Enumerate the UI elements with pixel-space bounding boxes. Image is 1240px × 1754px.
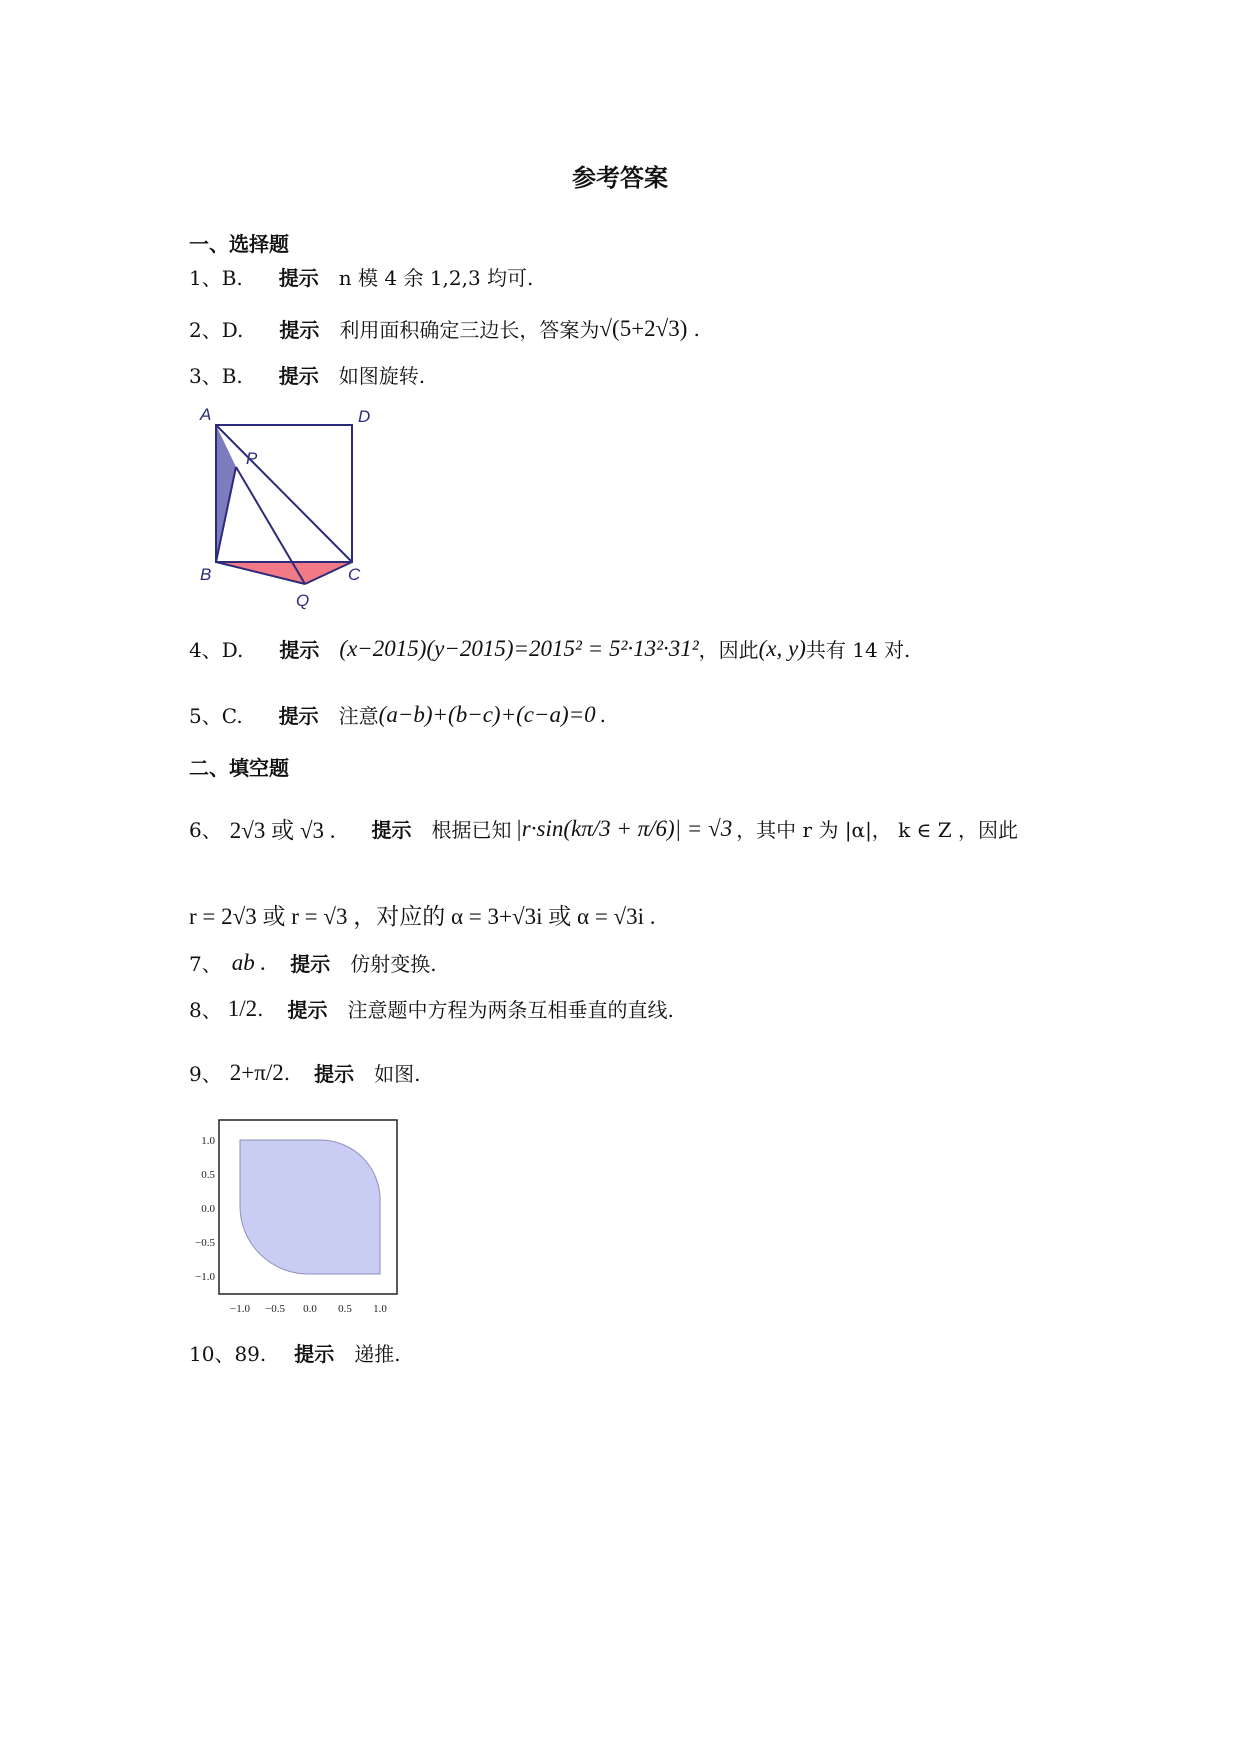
answer-number: 7、 — [189, 952, 222, 976]
section-heading-choice: 一、选择题 — [189, 232, 289, 256]
x-tick: 1.0 — [373, 1303, 387, 1315]
answer-text: 注意题中方程为两条互相垂直的直线. — [347, 998, 674, 1022]
math-expression: (a−b)+(b−c)+(c−a)=0 — [378, 701, 596, 727]
hint-label: 提示 — [279, 318, 320, 342]
answer-text: n 模 4 余 1,2,3 均可. — [338, 266, 534, 290]
answer-9: 9、 2+π/2 . 提示 如图. — [189, 1059, 421, 1086]
shaded-triangle-bqc — [216, 562, 352, 584]
y-tick: 0.0 — [201, 1203, 215, 1215]
hint-label: 提示 — [278, 364, 319, 388]
shaded-region — [240, 1140, 380, 1274]
y-tick: 1.0 — [201, 1135, 215, 1147]
answer-number: 4、D. — [189, 638, 244, 662]
x-tick: −1.0 — [230, 1303, 250, 1315]
answer-number: 6、 — [189, 818, 222, 842]
hint-label: 提示 — [279, 638, 320, 662]
page-title: 参考答案 — [572, 164, 668, 192]
rotation-figure — [190, 400, 390, 615]
answer-10 — [189, 1338, 401, 1367]
answer-text: ，因此 — [698, 638, 759, 662]
label-q: Q — [296, 591, 310, 610]
answer-6-continued: r = 2√3 或 r = √3 ，对应的 α = 3+√3i 或 α = √3i . — [189, 904, 656, 929]
answer-6 — [189, 812, 1018, 845]
answer-1 — [189, 262, 533, 291]
region-plot — [185, 1112, 405, 1322]
answer-value: ab . — [231, 949, 267, 975]
label-a: A — [200, 405, 212, 424]
fraction-one-half: 1/2 — [227, 995, 258, 1021]
answer-text: 仿射变换. — [350, 952, 437, 976]
answer-number: 8、 — [189, 998, 222, 1022]
answer-value: 2√3 或 √3 . — [229, 818, 336, 843]
hint-label: 提示 — [278, 266, 319, 290]
math-expression: (x−2015)(y−2015)=2015² = 5²·13²·31² — [339, 635, 699, 661]
answer-number: 9、 — [189, 1062, 222, 1086]
y-tick: 0.5 — [201, 1169, 215, 1181]
punctuation: . — [693, 316, 700, 341]
answer-2 — [189, 314, 700, 343]
y-tick: −0.5 — [195, 1237, 215, 1249]
x-tick: −0.5 — [265, 1303, 285, 1315]
answer-3 — [189, 360, 425, 389]
answer-number: 3、B. — [189, 364, 243, 388]
answer-number: 2、D. — [189, 318, 244, 342]
punctuation: . — [599, 702, 607, 727]
section-heading-fill: 二、填空题 — [189, 756, 289, 780]
answer-number: 10、89. — [189, 1342, 267, 1366]
hint-label: 提示 — [294, 1342, 335, 1366]
answer-text: 如图. — [374, 1062, 421, 1086]
answer-number: 5、C. — [189, 704, 243, 728]
answer-value-two-plus-pi-half: 2+π/2 — [229, 1059, 284, 1085]
answer-text: 注意 — [338, 704, 379, 728]
answer-text: 根据已知 — [431, 818, 512, 842]
math-expression: |r·sin(kπ/3 + π/6)| = √3 — [515, 815, 733, 841]
hint-label: 提示 — [314, 1062, 355, 1086]
answer-7 — [189, 948, 437, 977]
x-tick: 0.0 — [303, 1303, 317, 1315]
label-c: C — [348, 565, 361, 584]
label-b: B — [200, 565, 212, 584]
hint-label: 提示 — [278, 704, 319, 728]
hint-label: 提示 — [371, 818, 412, 842]
answer-text: 共有 14 对. — [805, 638, 911, 662]
label-p: P — [246, 449, 258, 468]
answer-number: 1、B. — [189, 266, 243, 290]
shaded-triangle-abp — [216, 425, 236, 562]
answer-text: 递推. — [354, 1342, 401, 1366]
answer-text: ，其中 r 为 |α|， k ∈ Z ，因此 — [736, 818, 1019, 842]
x-tick: 0.5 — [338, 1303, 352, 1315]
answer-4 — [189, 634, 910, 663]
label-d: D — [358, 407, 371, 426]
answer-5 — [189, 700, 606, 729]
answer-text: 利用面积确定三边长，答案为 — [339, 318, 600, 342]
hint-label: 提示 — [287, 998, 328, 1022]
answer-8: 8、 1/2 . 提示 注意题中方程为两条互相垂直的直线. — [189, 995, 674, 1022]
math-expression: (x, y) — [758, 635, 806, 661]
math-expression: √(5+2√3) — [599, 315, 688, 341]
answer-text: 如图旋转. — [338, 364, 426, 388]
hint-label: 提示 — [290, 952, 331, 976]
y-tick: −1.0 — [195, 1271, 215, 1283]
